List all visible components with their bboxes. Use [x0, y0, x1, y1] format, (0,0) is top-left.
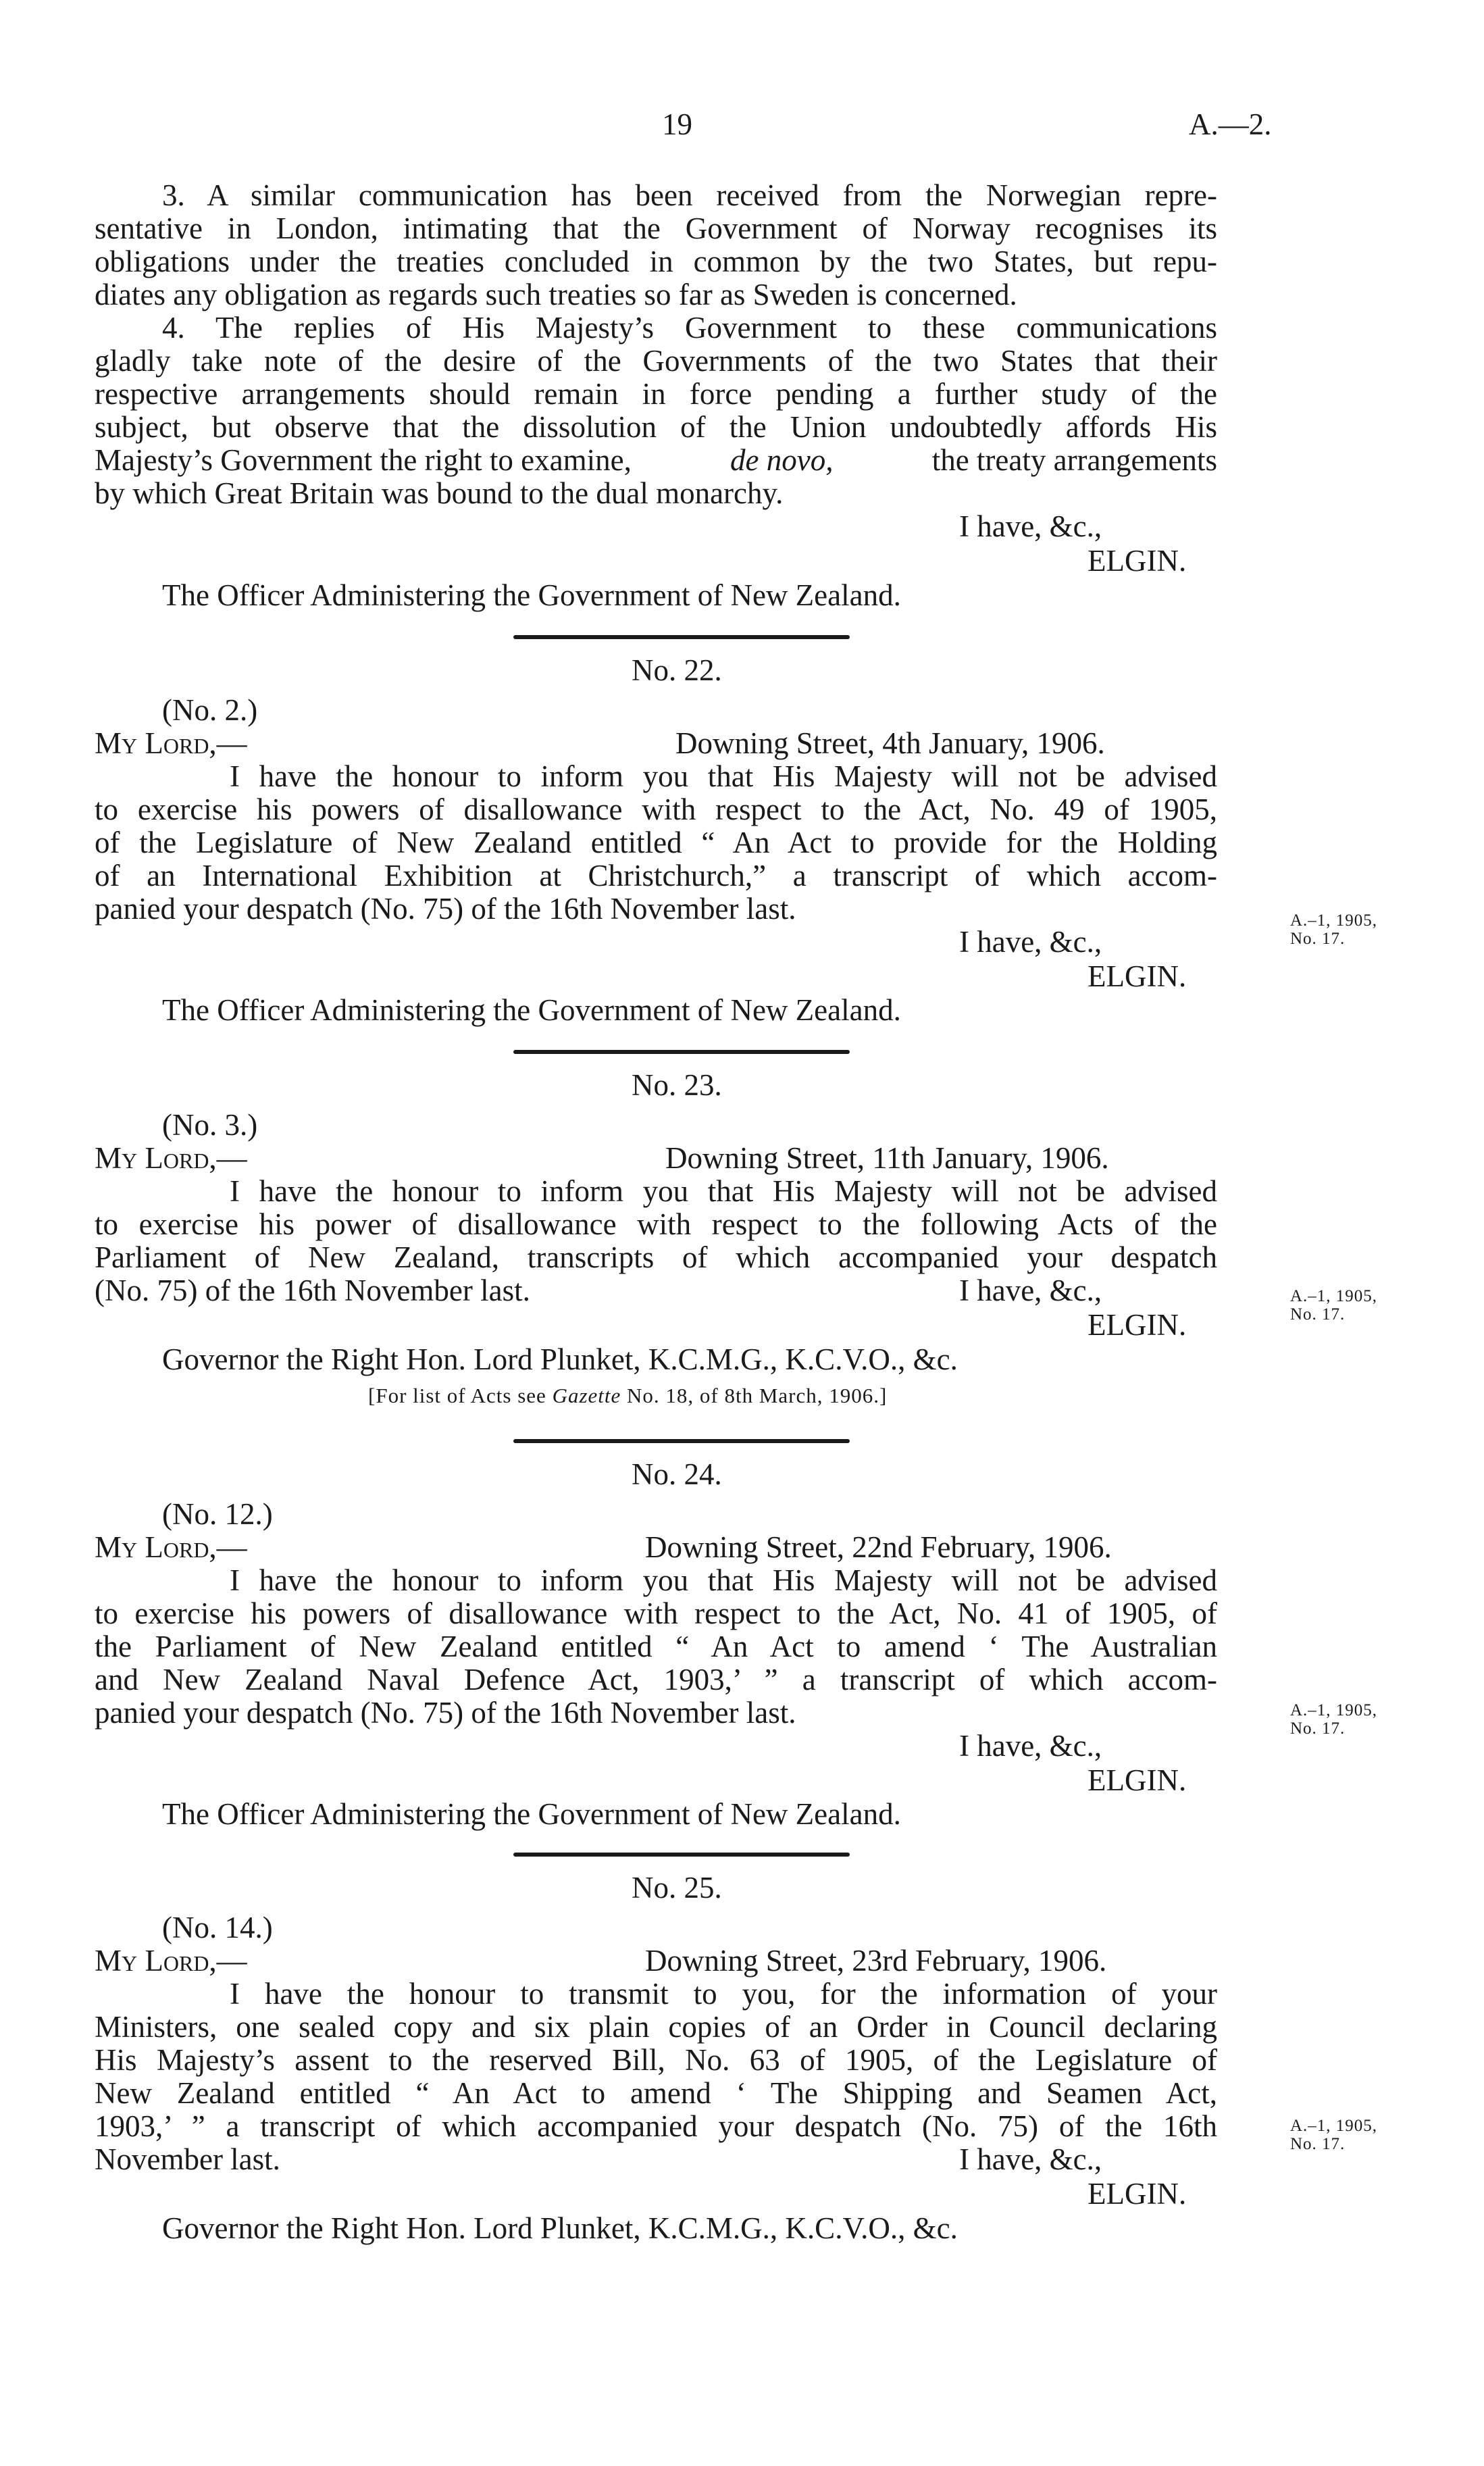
letter-24-line-5: panied your despatch (No. 75) of the 16th November last.: [95, 1696, 796, 1730]
letter-23-salutation: My Lord,—: [95, 1141, 247, 1175]
letter-25-closing: I have, &c.,: [959, 2142, 1102, 2176]
letter-23-line-3: Parliament of New Zealand, transcripts of which accompanied your despatch: [95, 1240, 1217, 1274]
letter-22-signature: ELGIN.: [1088, 959, 1187, 993]
letter-22-line-2: to exercise his powers of disallowance with respect to the Act, No. 49 of 1905,: [95, 792, 1217, 826]
letter-25-line-3: His Majesty’s assent to the reserved Bill, No. 63 of 1905, of the Legislature of: [95, 2043, 1217, 2077]
letter-23-number: No. 23.: [632, 1068, 722, 1102]
letter-25-signature: ELGIN.: [1088, 2177, 1187, 2211]
gazette-italic: Gazette: [552, 1384, 621, 1407]
de-novo-italic: de novo,: [730, 443, 834, 477]
para4-line-2: gladly take note of the desire of the Governments of the two States that their: [95, 344, 1217, 378]
letter-25-margin-ref-1: A.–1, 1905,: [1290, 2117, 1378, 2135]
letter-25-ref: (No. 14.): [162, 1911, 273, 1944]
letter-25-place-date: Downing Street, 23rd February, 1906.: [645, 1944, 1107, 1978]
letter-24-closing: I have, &c.,: [959, 1729, 1102, 1763]
para3-line-1: 3. A similar communication has been received from the Norwegian repre-: [162, 178, 1217, 212]
letter-22-line-4: of an International Exhibition at Christchurch,” a transcript of which accom-: [95, 859, 1217, 892]
section-rule: [513, 1853, 850, 1857]
section-rule: [513, 635, 850, 639]
letter-24-margin-ref-1: A.–1, 1905,: [1290, 1701, 1378, 1719]
para4-line-5-end: the treaty arrangements: [931, 443, 1217, 477]
letter-25-margin-ref-2: No. 17.: [1290, 2135, 1346, 2153]
letter-22-addressee: The Officer Administering the Government of New Zealand.: [162, 993, 901, 1027]
letter-24-line-4: and New Zealand Naval Defence Act, 1903,’ ” a transcript of which accom-: [95, 1663, 1217, 1696]
letter-22-ref: (No. 2.): [162, 693, 258, 727]
section-rule: [513, 1439, 850, 1443]
letter-22-margin-ref-2: No. 17.: [1290, 930, 1346, 948]
letter-25-line-4: New Zealand entitled “ An Act to amend ‘ The Shipping and Seamen Act,: [95, 2076, 1217, 2110]
para4-line-3: respective arrangements should remain in force pending a further study of the: [95, 377, 1217, 411]
acts-note-start: [For list of Acts see: [368, 1384, 546, 1407]
section-rule: [513, 1050, 850, 1054]
letter-23-line-4: (No. 75) of the 16th November last.: [95, 1274, 530, 1307]
letter-23-line-1: I have the honour to inform you that His Majesty will not be advised: [230, 1174, 1217, 1208]
intro-closing: I have, &c.,: [959, 509, 1102, 543]
page-number: 19: [662, 107, 692, 141]
para4-line-1: 4. The replies of His Majesty’s Government to these communications: [162, 311, 1217, 345]
letter-22-margin-ref-1: A.–1, 1905,: [1290, 911, 1378, 930]
acts-note-end: No. 18, of 8th March, 1906.]: [627, 1384, 888, 1407]
letter-24-ref: (No. 12.): [162, 1497, 273, 1531]
intro-addressee: The Officer Administering the Government of New Zealand.: [162, 578, 901, 612]
letter-25-number: No. 25.: [632, 1871, 722, 1905]
letter-23-margin-ref-1: A.–1, 1905,: [1290, 1287, 1378, 1305]
letter-22-salutation: My Lord,—: [95, 726, 247, 760]
letter-24-line-2: to exercise his powers of disallowance with respect to the Act, No. 41 of 1905, of: [95, 1596, 1217, 1630]
para3-line-3: obligations under the treaties concluded in common by the two States, but repu-: [95, 245, 1217, 278]
letter-22-line-3: of the Legislature of New Zealand entitled “ An Act to provide for the Holding: [95, 826, 1217, 859]
letter-25-line-6: November last.: [95, 2142, 280, 2176]
letter-25-salutation: My Lord,—: [95, 1944, 247, 1978]
letter-25-line-2: Ministers, one sealed copy and six plain copies of an Order in Council declaring: [95, 2010, 1217, 2044]
document-reference: A.—2.: [1189, 107, 1272, 141]
para3-line-2: sentative in London, intimating that the Government of Norway recognises its: [95, 211, 1217, 245]
letter-25-addressee: Governor the Right Hon. Lord Plunket, K.C.M.G., K.C.V.O., &c.: [162, 2211, 958, 2245]
para4-line-6: by which Great Britain was bound to the dual monarchy.: [95, 476, 784, 510]
para4-line-5-start: Majesty’s Government the right to examine,: [95, 443, 632, 477]
para3-line-4: diates any obligation as regards such treaties so far as Sweden is concerned.: [95, 278, 1017, 311]
letter-24-margin-ref-2: No. 17.: [1290, 1719, 1346, 1738]
letter-23-place-date: Downing Street, 11th January, 1906.: [665, 1141, 1109, 1175]
letter-23-closing: I have, &c.,: [959, 1274, 1102, 1307]
letter-22-line-5: panied your despatch (No. 75) of the 16th November last.: [95, 892, 796, 926]
letter-24-number: No. 24.: [632, 1457, 722, 1491]
letter-24-line-3: the Parliament of New Zealand entitled “ An Act to amend ‘ The Australian: [95, 1630, 1217, 1663]
letter-24-line-1: I have the honour to inform you that His Majesty will not be advised: [230, 1563, 1217, 1597]
para4-line-5: [95, 444, 1217, 477]
letter-23-signature: ELGIN.: [1088, 1308, 1187, 1342]
intro-signature: ELGIN.: [1088, 544, 1187, 578]
letter-22-number: No. 22.: [632, 653, 722, 687]
letter-24-signature: ELGIN.: [1088, 1763, 1187, 1797]
letter-22-place-date: Downing Street, 4th January, 1906.: [675, 726, 1105, 760]
letter-23-ref: (No. 3.): [162, 1108, 258, 1142]
letter-25-line-1: I have the honour to transmit to you, for the information of your: [230, 1977, 1217, 2011]
letter-24-salutation: My Lord,—: [95, 1530, 247, 1564]
letter-24-addressee: The Officer Administering the Government of New Zealand.: [162, 1797, 901, 1831]
letter-23-acts-note: [368, 1384, 887, 1408]
letter-24-place-date: Downing Street, 22nd February, 1906.: [645, 1530, 1112, 1564]
para4-line-4: subject, but observe that the dissolution of the Union undoubtedly affords His: [95, 410, 1217, 444]
letter-25-line-5: 1903,’ ” a transcript of which accompanied your despatch (No. 75) of the 16th: [95, 2109, 1217, 2143]
letter-23-line-2: to exercise his power of disallowance with respect to the following Acts of the: [95, 1207, 1217, 1241]
letter-22-closing: I have, &c.,: [959, 925, 1102, 959]
letter-23-margin-ref-2: No. 17.: [1290, 1305, 1346, 1324]
letter-23-addressee: Governor the Right Hon. Lord Plunket, K.C.M.G., K.C.V.O., &c.: [162, 1342, 958, 1376]
letter-22-line-1: I have the honour to inform you that His Majesty will not be advised: [230, 759, 1217, 793]
